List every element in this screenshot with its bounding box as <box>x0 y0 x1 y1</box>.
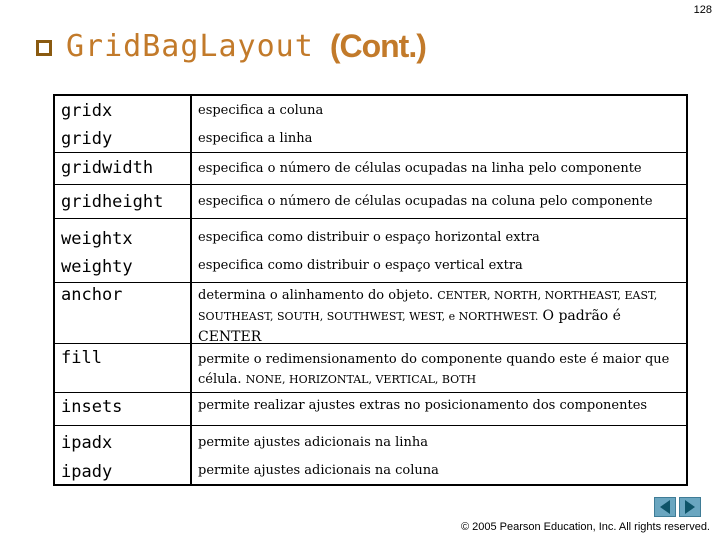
row-divider <box>55 218 686 219</box>
copyright-notice: © 2005 Pearson Education, Inc. All rights reserved. <box>460 521 710 533</box>
table-row-desc: especifica como distribuir o espaço vertical extra <box>198 258 523 273</box>
table-row-key: fill <box>61 348 102 368</box>
table-row-key: ipady <box>61 462 113 482</box>
table-row-key: anchor <box>61 285 123 305</box>
table-row-key: weighty <box>61 257 133 277</box>
table-row-desc: especifica como distribuir o espaço horizontal extra <box>198 230 540 245</box>
next-slide-button[interactable] <box>679 497 701 517</box>
table-row-key: gridx <box>61 101 113 121</box>
table-row-key: gridy <box>61 129 113 149</box>
row-divider <box>55 392 686 393</box>
table-row-desc: especifica o número de células ocupadas na coluna pelo componente <box>198 194 653 209</box>
row-divider <box>55 282 686 283</box>
square-bullet-icon <box>36 40 52 56</box>
table-row-desc: permite ajustes adicionais na coluna <box>198 463 439 478</box>
right-arrow-icon <box>685 500 695 514</box>
table-row-desc <box>198 350 683 390</box>
anchor-default-value: CENTER <box>198 329 262 345</box>
title-suffix: (Cont.) <box>329 28 426 64</box>
anchor-desc-text: determina o alinhamento do objeto. <box>198 288 434 303</box>
anchor-constants: CENTER, NORTH, NORTHEAST, EAST, SOUTHEAST, SOUTH, SOUTHWEST, WEST, e NORTHWEST. <box>198 289 658 323</box>
row-divider <box>55 184 686 185</box>
page-number: 128 <box>693 4 712 16</box>
anchor-default-label: O padrão é <box>542 308 621 324</box>
table-row-key: insets <box>61 397 123 417</box>
table-row-desc: permite realizar ajustes extras no posicionamento dos componentes <box>198 398 648 413</box>
table-row-key: ipadx <box>61 433 113 453</box>
table-row-desc: especifica a linha <box>198 131 313 146</box>
row-divider <box>55 152 686 153</box>
table-row-desc: especifica o número de células ocupadas na linha pelo componente <box>198 161 642 176</box>
slide-title <box>36 28 426 65</box>
title-class-name: GridBagLayout <box>66 29 314 64</box>
table-row-key: gridheight <box>61 192 164 212</box>
table-row-desc: permite ajustes adicionais na linha <box>198 435 428 450</box>
properties-table <box>53 94 688 486</box>
fill-constants: NONE, HORIZONTAL, VERTICAL, BOTH <box>245 373 477 386</box>
fill-desc-text: permite o redimensionamento do componente quando este é maior que célula. <box>198 352 670 387</box>
table-row-desc <box>198 286 683 348</box>
slide-navigation <box>654 497 701 517</box>
table-row-desc: especifica a coluna <box>198 103 324 118</box>
left-arrow-icon <box>660 500 670 514</box>
table-row-key: weightx <box>61 229 133 249</box>
row-divider <box>55 425 686 426</box>
previous-slide-button[interactable] <box>654 497 676 517</box>
table-row-key: gridwidth <box>61 158 154 178</box>
